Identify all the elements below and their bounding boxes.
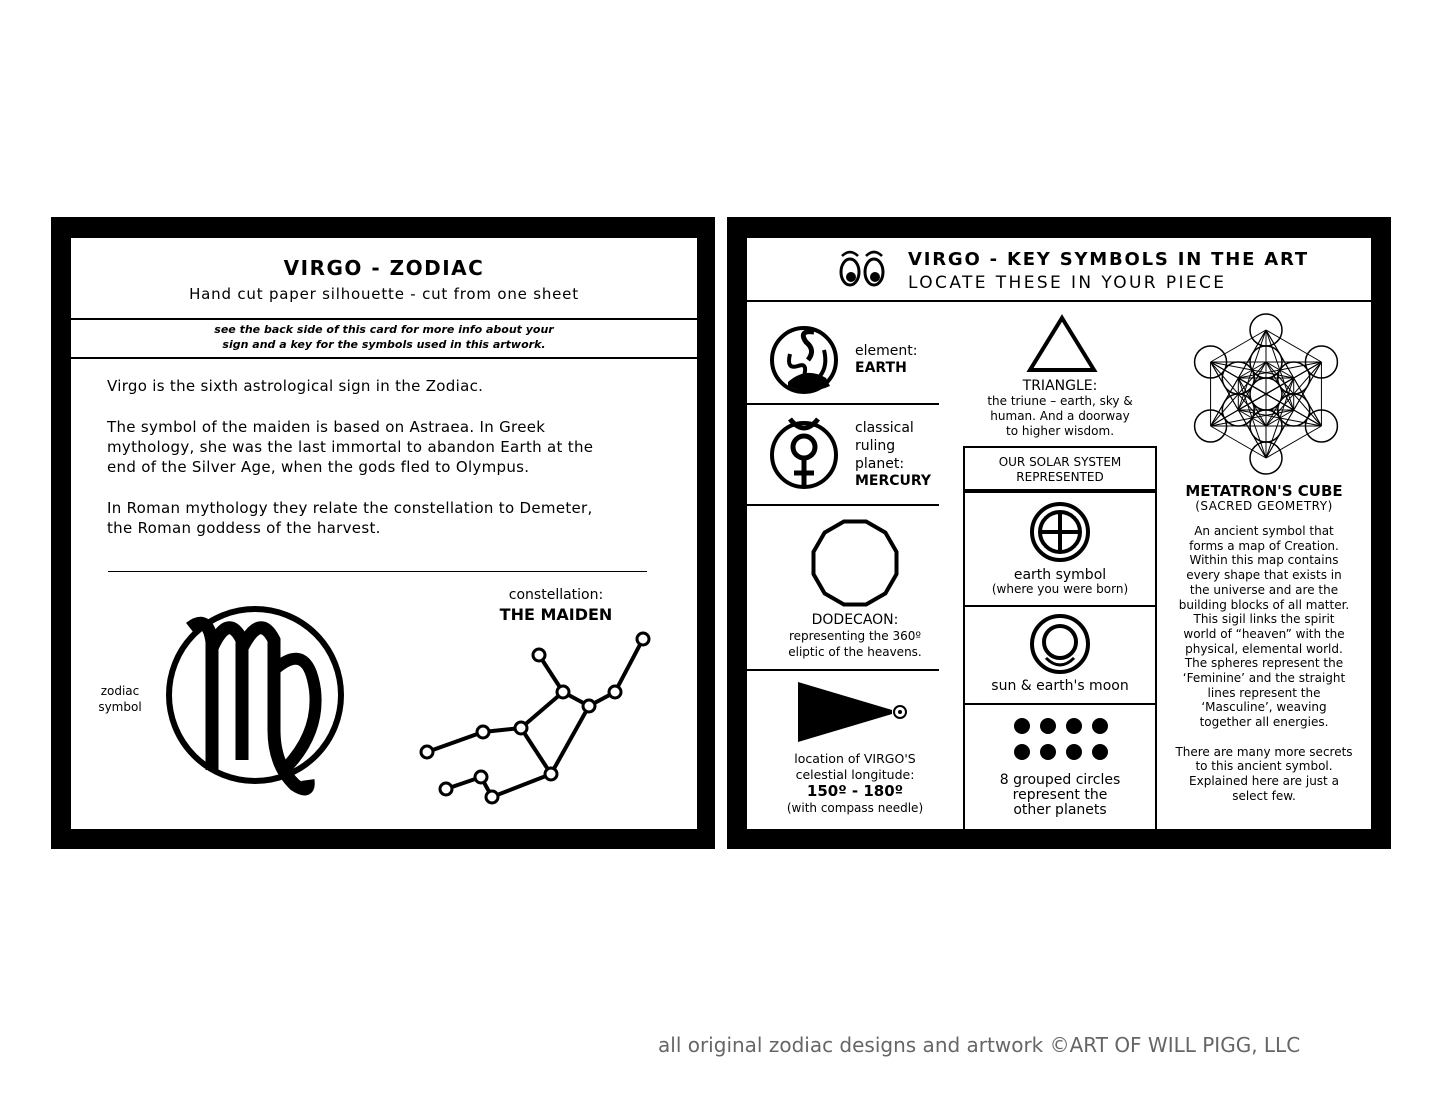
- left-separator-2: [747, 504, 939, 506]
- metatron-subtitle: (SACRED GEOMETRY): [1195, 499, 1333, 513]
- planet-label-line-2: ruling: [855, 438, 896, 454]
- element-earth-icon: [768, 320, 848, 400]
- metatron-description-line: together all energies.: [1199, 715, 1329, 730]
- earth-symbol-sublabel: (where you were born): [991, 582, 1129, 596]
- triangle-title: TRIANGLE:: [1022, 378, 1098, 394]
- circles-line-2: represent the: [1012, 787, 1108, 803]
- solar-separator-2: [963, 703, 1157, 705]
- longitude-value: 150º - 180º: [806, 782, 904, 800]
- metatron-description-line: forms a map of Creation.: [1189, 538, 1339, 553]
- metatron-description-line: every shape that exists in: [1186, 568, 1342, 583]
- solar-separator-1: [963, 605, 1157, 607]
- element-label: element:: [855, 343, 918, 359]
- left-separator-3: [747, 669, 939, 671]
- triangle-line-3: to higher wisdom.: [1005, 424, 1115, 438]
- solar-header-divider: [963, 489, 1157, 493]
- longitude-line-2: celestial longitude:: [795, 767, 915, 782]
- back-title: VIRGO - KEY SYMBOLS IN THE ART: [908, 249, 1309, 270]
- solar-header-line-2: REPRESENTED: [1016, 470, 1104, 484]
- metatron-description-line: world of “heaven” with the: [1183, 626, 1345, 641]
- front-paragraph-3-line-2: the Roman goddess of the harvest.: [107, 519, 381, 537]
- metatron-title: METATRON'S CUBE: [1185, 482, 1343, 500]
- front-paragraph-2-line-1: The symbol of the maiden is based on Astraea. In Greek: [107, 418, 546, 436]
- longitude-line-1: location of VIRGO'S: [794, 751, 916, 766]
- metatron-description-line: Explained here are just a: [1189, 773, 1339, 788]
- front-paragraph-3-line-1: In Roman mythology they relate the constellation to Demeter,: [107, 499, 593, 517]
- zodiac-label-line-2: symbol: [98, 700, 142, 714]
- earth-symbol-icon: [1028, 500, 1092, 564]
- metatron-description-line: [1157, 730, 1371, 745]
- circles-line-3: other planets: [1013, 802, 1107, 818]
- metatron-description-line: lines represent the: [1207, 685, 1321, 700]
- planet-value: MERCURY: [855, 473, 932, 489]
- front-paragraph-2-line-3: end of the Silver Age, when the gods fled to Olympus.: [107, 458, 530, 476]
- metatron-description-line: to this ancient symbol.: [1195, 759, 1333, 774]
- constellation-maiden-icon: [400, 620, 670, 820]
- front-paragraph-2-line-2: mythology, she was the last immortal to abandon Earth at the: [107, 438, 594, 456]
- dodecagon-icon: [808, 516, 902, 610]
- sun-moon-label: sun & earth's moon: [991, 678, 1129, 694]
- front-subtitle: Hand cut paper silhouette - cut from one sheet: [189, 285, 579, 303]
- dodecagon-line-1: representing the 360º: [788, 629, 922, 643]
- metatron-description-line: ‘Feminine’ and the straight: [1182, 671, 1346, 686]
- solar-header-line-1: OUR SOLAR SYSTEM: [998, 455, 1122, 469]
- longitude-line-3: (with compass needle): [786, 801, 924, 815]
- zodiac-label-line-1: zodiac: [100, 684, 140, 698]
- front-note-line-2: sign and a key for the symbols used in this artwork.: [222, 338, 546, 351]
- metatron-description: [1157, 524, 1371, 803]
- circles-line-1: 8 grouped circles: [999, 772, 1121, 788]
- sun-moon-icon: [1028, 612, 1092, 676]
- triangle-line-1: the triune – earth, sky &: [987, 394, 1133, 408]
- metatron-description-line: the universe and are the: [1189, 582, 1339, 597]
- metatron-description-line: This sigil links the spirit: [1193, 612, 1335, 627]
- planet-label-line-3: planet:: [855, 456, 905, 472]
- front-divider-2: [71, 357, 697, 359]
- metatron-description-line: The spheres represent the: [1184, 656, 1344, 671]
- copyright-footer: all original zodiac designs and artwork ©ART OF WILL PIGG, LLC: [658, 1033, 1301, 1057]
- front-title: VIRGO - ZODIAC: [283, 256, 485, 280]
- eyes-icon: [838, 248, 888, 288]
- metatron-description-line: An ancient symbol that: [1194, 524, 1334, 538]
- solar-box-top: [963, 446, 1157, 448]
- dodecagon-title: DODECAON:: [811, 612, 899, 628]
- triangle-line-2: human. And a doorway: [990, 409, 1130, 423]
- front-paragraph-1: Virgo is the sixth astrological sign in the Zodiac.: [107, 377, 484, 395]
- metatron-description-line: physical, elemental world.: [1185, 641, 1343, 656]
- metatron-description-line: ‘Masculine’, weaving: [1201, 700, 1327, 715]
- constellation-name: THE MAIDEN: [499, 605, 613, 624]
- element-value: EARTH: [855, 360, 907, 376]
- front-rule: [108, 571, 647, 572]
- triangle-icon: [1026, 314, 1098, 374]
- virgo-zodiac-symbol-icon: [160, 600, 360, 800]
- dodecagon-line-2: eliptic of the heavens.: [788, 645, 922, 659]
- planet-circles-icon: [1010, 714, 1110, 764]
- metatron-description-line: select few.: [1232, 788, 1296, 803]
- constellation-label: constellation:: [508, 587, 604, 603]
- back-subtitle: LOCATE THESE IN YOUR PIECE: [908, 273, 1227, 293]
- metatron-description-line: Within this map contains: [1189, 553, 1339, 568]
- earth-symbol-label: earth symbol: [1013, 567, 1107, 583]
- front-divider-1: [71, 318, 697, 320]
- planet-label-line-1: classical: [855, 420, 914, 436]
- mercury-planet-icon: [768, 415, 848, 495]
- compass-needle-icon: [796, 680, 916, 746]
- metatrons-cube-icon: [1187, 308, 1345, 480]
- left-separator-1: [747, 403, 939, 405]
- metatron-description-line: There are many more secrets: [1175, 744, 1353, 759]
- back-header-divider: [747, 300, 1371, 302]
- front-note-line-1: see the back side of this card for more info about your: [214, 323, 554, 336]
- metatron-description-line: building blocks of all matter.: [1178, 597, 1350, 612]
